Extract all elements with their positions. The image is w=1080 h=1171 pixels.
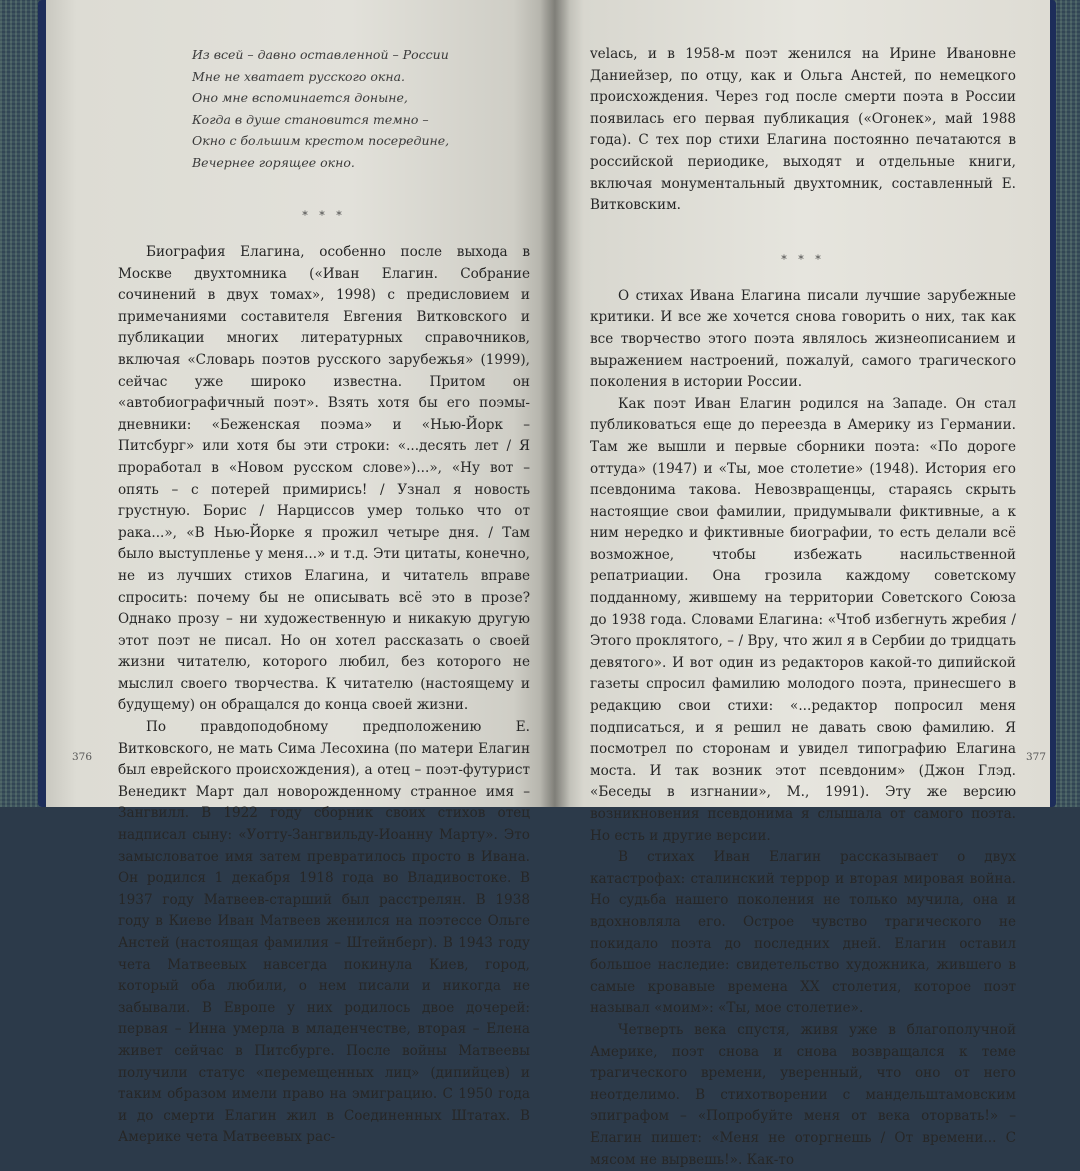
poem-line: Когда в душе становится темно – [192,111,429,127]
poem-line: Оно мне вспоминается доныне, [192,90,408,105]
section-separator: * * * [302,209,346,222]
poem-line: Мне не хватает русского окна. [192,68,406,84]
page-number-right: 377 [1025,751,1046,763]
section-separator: * * * [781,252,825,266]
poem-line: Из всей – давно оставленной – России [192,47,449,62]
paragraph-continuation: velaсь, и в 1958-м поэт женился на Ирине Ивановне Даниейзер, по отцу, как и Ольга Анстей, по немецкого происхождения. Через год после смерти поэта в России появилась его первая публикация («Огонек», май 1988 года). С тех пор стихи Елагина постоянно печатаются в российской периодике, выходят и отдельные книги, включая монументальный двухтомник, составленный Е. Витковским. [590,46,1016,214]
paragraph: В стихах Иван Елагин рассказывает о двух катастрофах: сталинский террор и вторая мировая война. Но судьба нашего поколения не только мучила, она и вдохновляла его. Острое чувство трагического не покидало поэта до последних дней. Елагин оставил большое наследие: свидетельство художника, жившего в самые кровавые времена XX столетия, которое поэт называл «моим»: «Ты, мое столетие». [590,849,1016,1017]
paragraph: Четверть века спустя, живя уже в благополучной Америке, поэт снова и снова возвращался к теме трагического времени, уверенный, что оно от него неотделимо. В стихотворении с мандельштамовским эпиграфом – «Попробуйте меня от века оторвать!» – Елагин пишет: «Меня не оторгнешь / От времени... С мясом не вырвешь!». Как-то [590,1021,1016,1168]
poem-line: Вечернее горящее окно. [192,154,355,170]
poem-line: Окно с большим крестом посередине, [192,133,450,148]
book-gutter [540,0,570,807]
paragraph: По правдоподобному предположению Е. Витковского, не мать Сима Лесохина (по матери Елагин был еврейского происхождения), а отец – поэт-футурист Венедикт Март дал новорожденному странное имя – Зангвилл. В 1922 году сборник своих стихов отец надписал сыну: «Уотту-Зангвильду-Иоанну Марту». Это замысловатое имя затем превратилось просто в Ивана. Он родился 1 декабря 1918 года во Владивостоке. В 1937 году Матвеев-старший был расстрелян. В 1938 году в Киеве Иван Матвеев женился на поэтессе Ольге Анстей (настоящая фамилия – Штейнберг). В 1943 году чета Матвеевых навсегда покинула Киев, город, который оба любили, о нем писали и никогда не забывали. В Европе у них родилось двое дочерей: первая – Инна умерла в младенчестве, вторая – Елена живет сейчас в Питсбурге. После войны Матвеевы получили статус «перемещенных лиц» (дипийцев) и таким образом имели право на эмиграцию. С 1950 года и до смерти Елагин жил в Соединенных Штатах. В Америке чета Матвеевых рас- [118,719,530,1146]
right-page [554,0,1050,1168]
paragraph: Как поэт Иван Елагин родился на Западе. Он стал публиковаться еще до переезда в Америку из Германии. Там же вышли и первые сборники поэта: «По дороге оттуда» (1947) и «Ты, мое столетие» (1948). История его псевдонима такова. Невозвращенцы, стараясь скрыть настоящие свои фамилии, придумывали фиктивные, а к ним нередко и фиктивные биографии, то есть делали всё возможное, чтобы избежать насильственной репатриации. Она грозила каждому советскому подданному, жившему на территории Советского Союза до 1938 года. Словами Елагина: «Чтоб избегнуть жребия / Этого проклятого, – / Вру, что жил я в Сербии до тридцать девятого». И вот один из редакторов какой-то дипийской газеты спросил фамилию молодого поэта, принесшего в редакцию свои стихи: «...редактор попросил меня подписаться, и я решил не давать свою фамилию. Я посмотрел по сторонам и увидел типографию Елагина моста. И так возник этот псевдоним» (Джон Глэд. «Беседы в изгнании», М., 1991). Эту же версию возникновения псевдонима я слышала от самого поэта. Но есть и другие версии. [590,395,1016,844]
paragraph: О стихах Ивана Елагина писали лучшие зарубежные критики. И все же хочется снова говорить о них, так как все творчество этого поэта являлось жизнеописанием и выражением настроений, пожалуй, самого трагического поколения в истории России. [590,287,1016,391]
left-page [46,0,554,1146]
poem-stanza [192,44,530,173]
page-number-left: 376 [72,751,93,763]
paragraph: Биография Елагина, особенно после выхода в Москве двухтомника («Иван Елагин. Собрание сочинений в двух томах», 1998) с предисловием и примечаниями составителя Евгения Витковского и публикации многих литературных справочников, включая «Словарь поэтов русского зарубежья» (1999), сейчас уже широко известна. Притом он «автобиографичный поэт». Взять хотя бы его поэмы-дневники: «Беженская поэма» и «Нью-Йорк – Питсбург» или хотя бы эти строки: «...десять лет / Я проработал в «Новом русском слове»)...», «Ну вот – опять – с потерей примирись! / Узнал я новость грустную. Борис / Нарциссов умер только что от рака...», «В Нью-Йорке я прожил четыре дня. / Там было выступленье у меня...» и т.д. Эти цитаты, конечно, не из лучших стихов Елагина, и читатель вправе спросить: почему бы не описывать всё это в прозе? Однако прозу – ни художественную и никакую другую этот поэт не писал. Но он хотел рассказать о своей жизни читателю, которого любил, без которого не мыслил своего творчества. К читателю (настоящему и будущему) он обращался до конца своей жизни. [118,244,530,714]
